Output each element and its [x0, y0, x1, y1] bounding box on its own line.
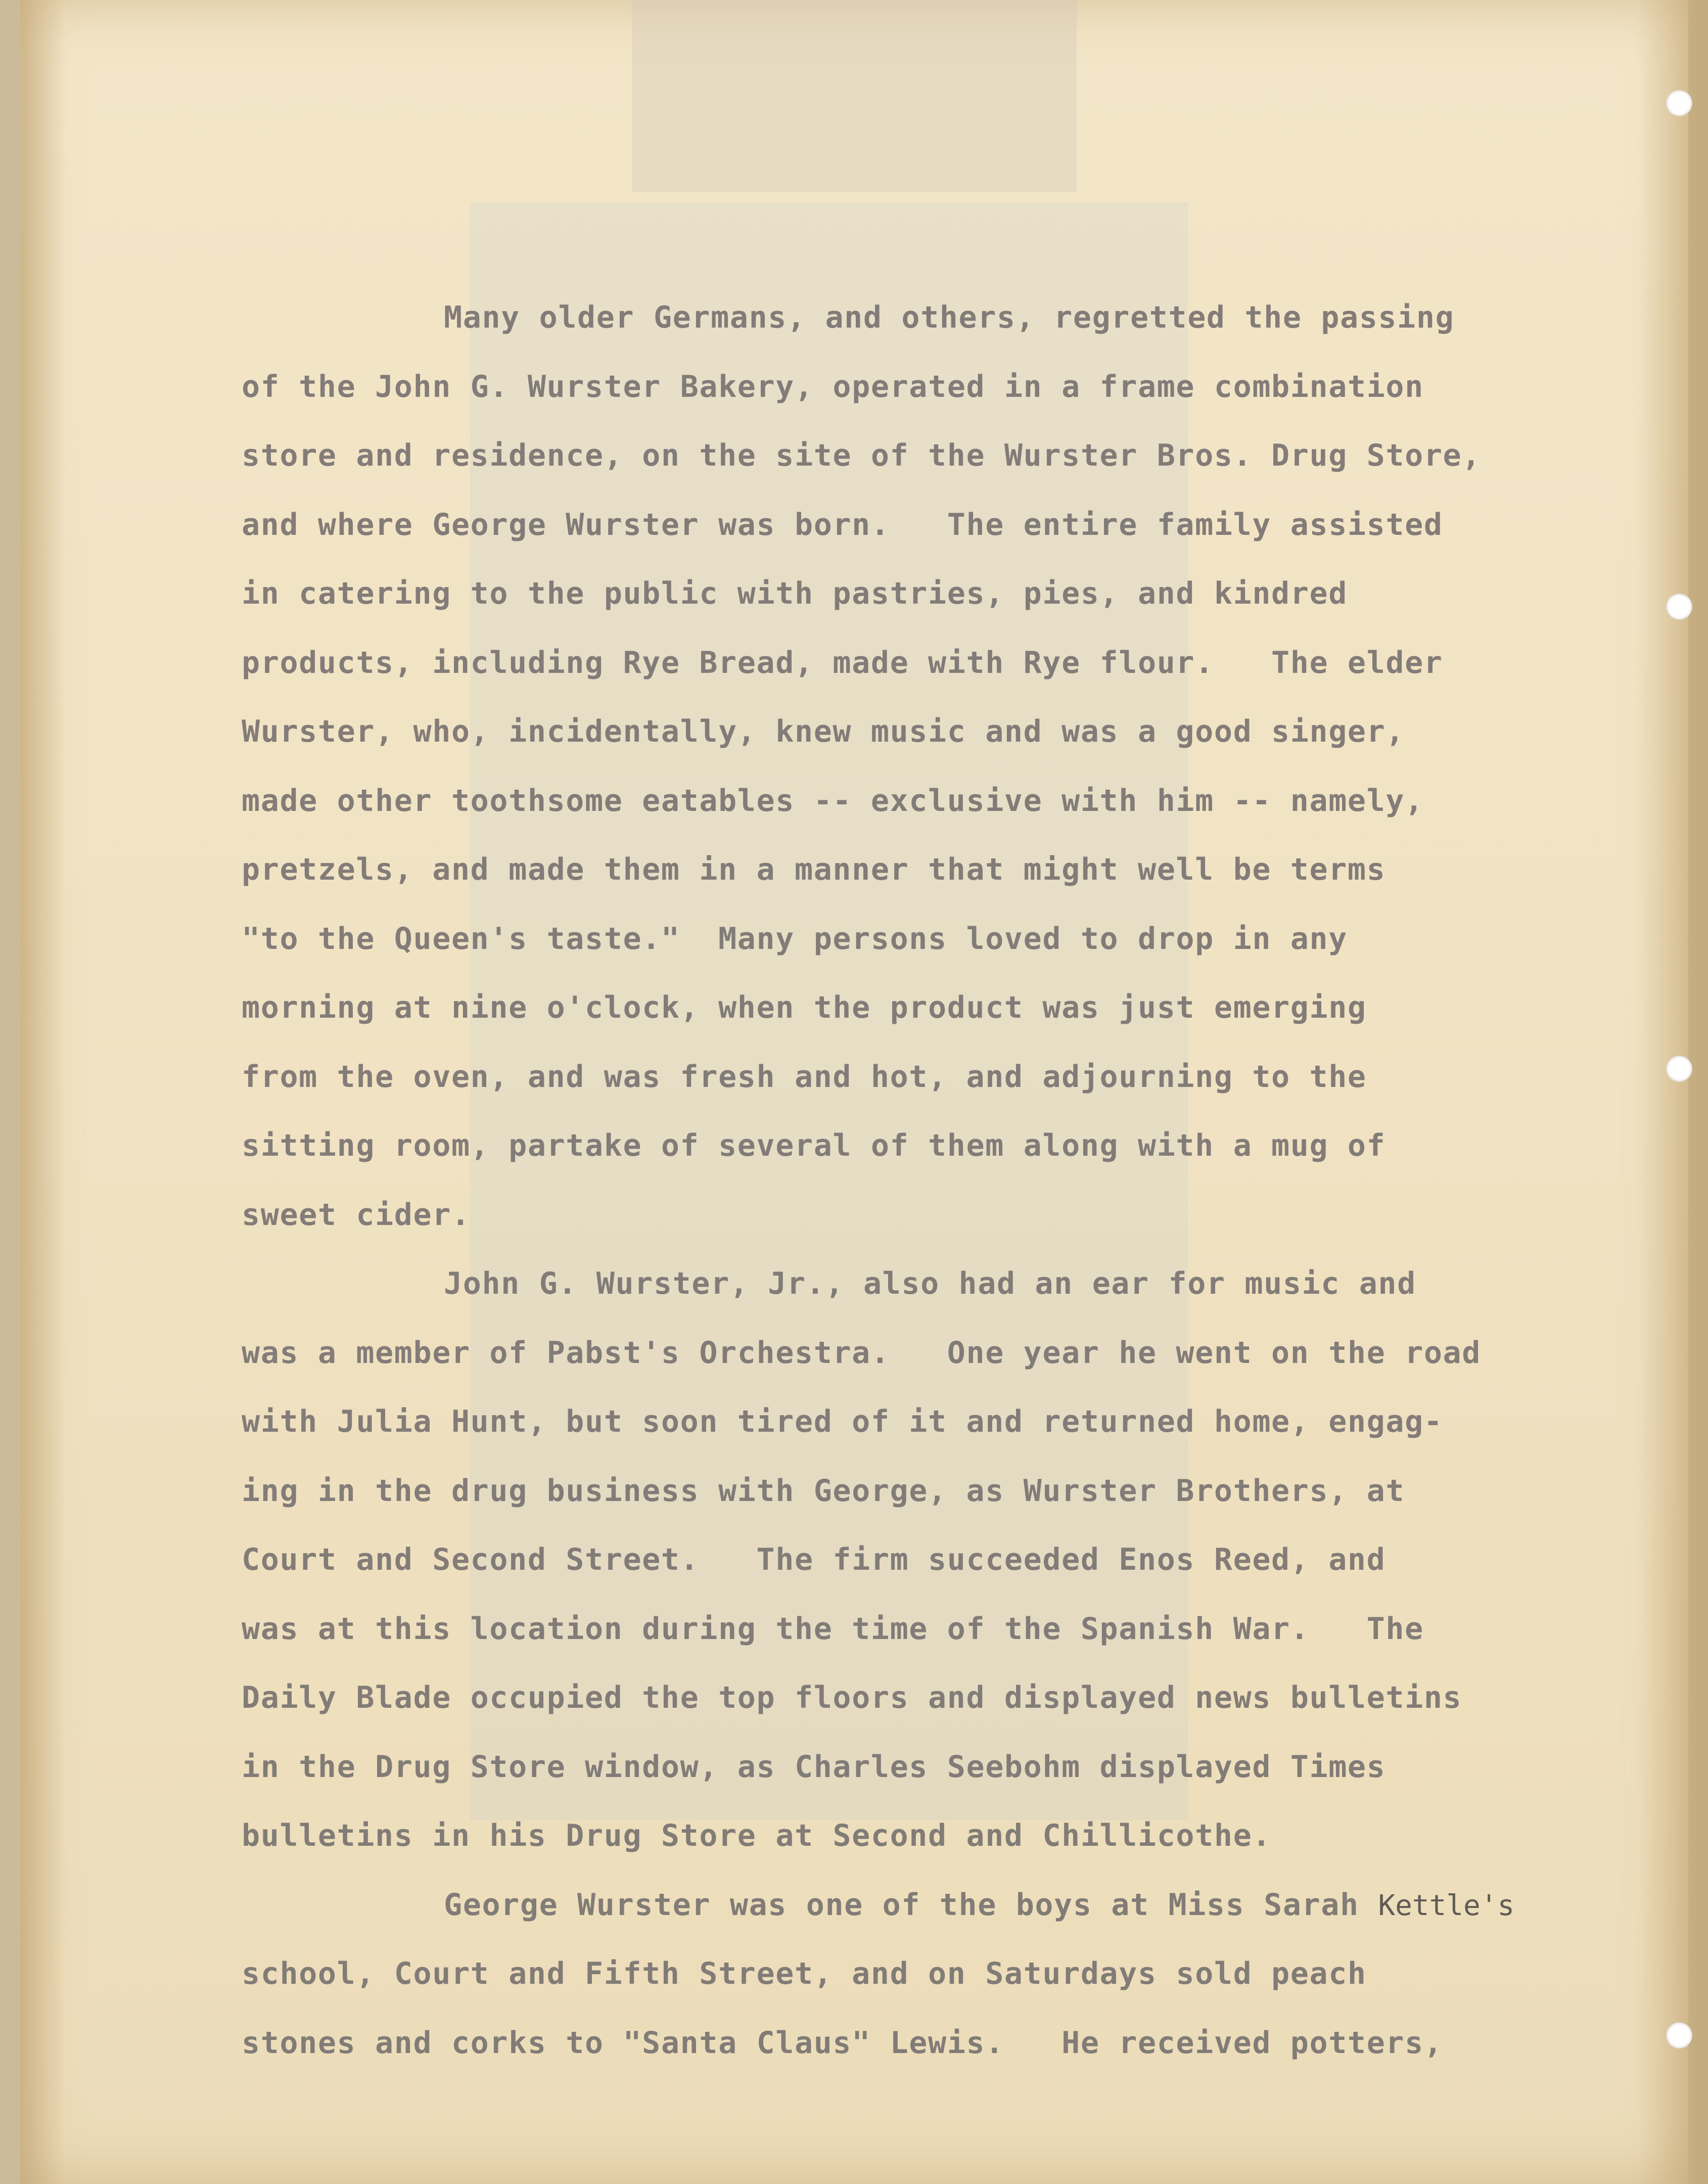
text-line: Many older Germans, and others, regretted the passing [444, 300, 1455, 335]
text-line-main: George Wurster was one of the boys at Miss Sarah [444, 1887, 1359, 1923]
text-line: sweet cider. [242, 1197, 471, 1233]
text-line: products, including Rye Bread, made with Rye flour. The elder [242, 645, 1443, 680]
punch-hole-icon [1666, 2022, 1692, 2049]
punch-hole-icon [1666, 594, 1692, 620]
inserted-word: Kettle's [1378, 1889, 1515, 1922]
text-line: and where George Wurster was born. The entire family assisted [242, 507, 1443, 542]
text-line: was a member of Pabst's Orchestra. One year he went on the road [242, 1335, 1481, 1371]
typed-text [242, 283, 1606, 2077]
show-through-top [632, 0, 1077, 192]
text-line: pretzels, and made them in a manner that might well be terms [242, 852, 1386, 887]
text-line: morning at nine o'clock, when the product was just emerging [242, 990, 1367, 1025]
text-line: was at this location during the time of the Spanish War. The [242, 1611, 1424, 1647]
text-line: ing in the drug business with George, as Wurster Brothers, at [242, 1473, 1405, 1509]
text-line: of the John G. Wurster Bakery, operated in a frame combination [242, 369, 1424, 404]
punch-hole-icon [1666, 1056, 1692, 1082]
text-line: bulletins in his Drug Store at Second and Chillicothe. [242, 1818, 1272, 1853]
text-line: sitting room, partake of several of them along with a mug of [242, 1128, 1386, 1163]
text-line: Court and Second Street. The firm succeeded Enos Reed, and [242, 1542, 1386, 1577]
text-line: Wurster, who, incidentally, knew music and was a good singer, [242, 714, 1405, 749]
paragraph-1 [242, 283, 1606, 1249]
text-line [242, 1871, 1606, 1940]
paper-left-edge [20, 0, 66, 2184]
text-line: school, Court and Fifth Street, and on Saturdays sold peach [242, 1956, 1367, 1991]
text-line: in the Drug Store window, as Charles Seebohm displayed Times [242, 1749, 1386, 1785]
text-line: "to the Queen's taste." Many persons loved to drop in any [242, 921, 1348, 957]
paragraph-2 [242, 1249, 1606, 1871]
text-line: from the oven, and was fresh and hot, and adjourning to the [242, 1059, 1367, 1095]
text-line: store and residence, on the site of the Wurster Bros. Drug Store, [242, 438, 1481, 473]
text-line: with Julia Hunt, but soon tired of it and returned home, engag- [242, 1404, 1443, 1439]
text-line: in catering to the public with pastries, pies, and kindred [242, 576, 1348, 611]
text-line: made other toothsome eatables -- exclusive with him -- namely, [242, 783, 1424, 818]
punch-hole-icon [1666, 90, 1692, 116]
text-line: John G. Wurster, Jr., also had an ear for music and [444, 1266, 1416, 1301]
text-line: Daily Blade occupied the top floors and displayed news bulletins [242, 1680, 1462, 1715]
paper-right-edge [1637, 0, 1708, 2184]
paragraph-3 [242, 1871, 1606, 2078]
text-line: stones and corks to "Santa Claus" Lewis. He received potters, [242, 2025, 1443, 2061]
